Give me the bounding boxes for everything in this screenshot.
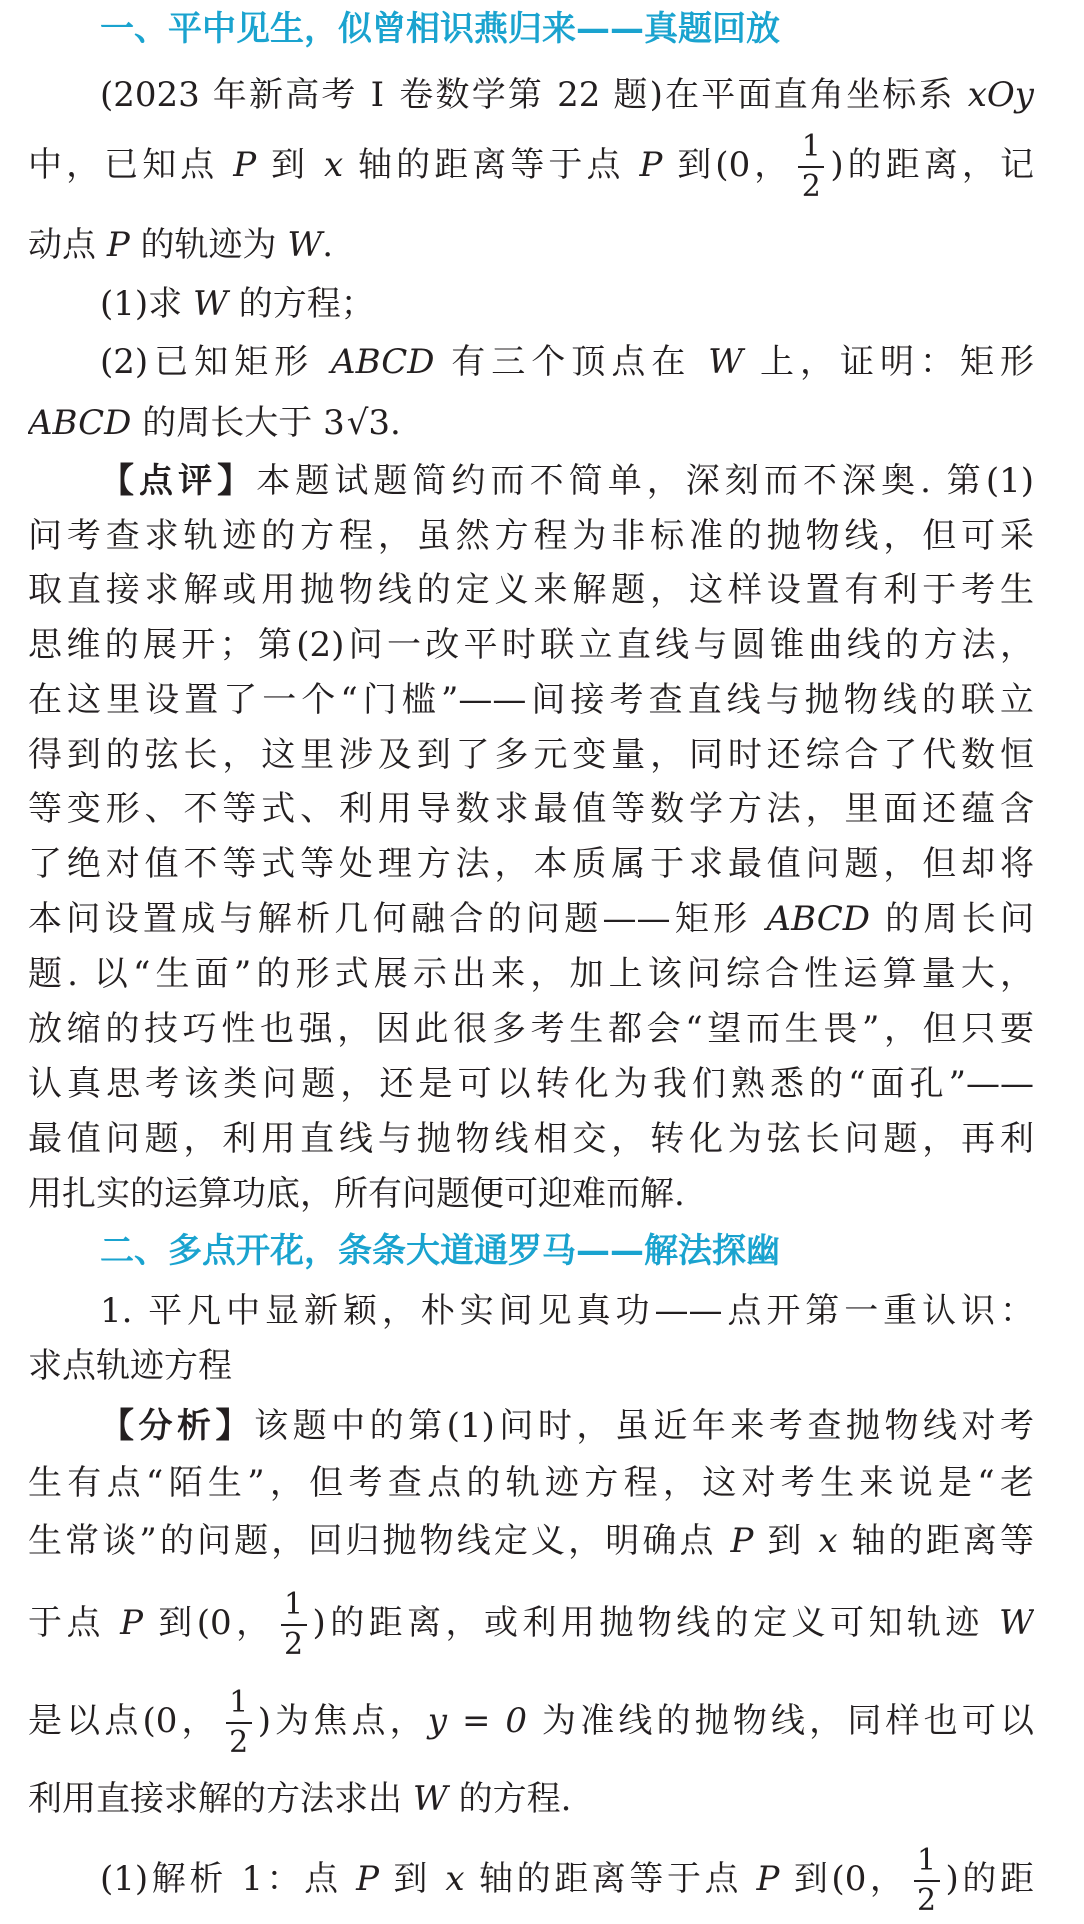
review-line-13: 最值问题，利用直线与抛物线相交，转化为弦长问题，再利 [28, 1120, 1034, 1159]
text: (1)解析 1：点 [100, 1859, 357, 1899]
text: (1)求 [100, 285, 193, 324]
fraction-bar [798, 166, 824, 168]
math-var: P [233, 145, 257, 185]
problem-line-3 [28, 226, 1034, 265]
review-line-9 [28, 900, 1034, 939]
math-var: P [730, 1522, 754, 1561]
text: 上，证明：矩形 [743, 343, 1034, 382]
text: 的轨迹为 [129, 226, 288, 265]
section-heading-1: 一、平中见生，似曾相识燕归来——真题回放 [100, 10, 780, 49]
text: 是以点(0， [28, 1701, 220, 1741]
math-var: P [756, 1859, 780, 1899]
review-line-5: 在这里设置了一个“门槛”——间接考查直线与抛物线的联立 [28, 681, 1034, 720]
math-var: ABCD [28, 404, 132, 443]
review-line-14: 用扎实的运算功底，所有问题便可迎难而解. [28, 1175, 685, 1214]
review-line-12: 认真思考该类问题，还是可以转化为我们熟悉的“面孔”—— [28, 1065, 1034, 1104]
text: 的方程； [227, 285, 375, 324]
math-var: xOy [967, 76, 1034, 115]
fraction-numerator: 1 [916, 1846, 937, 1878]
analysis-line-3 [28, 1522, 1034, 1561]
math-var: W [287, 226, 323, 265]
text: 的方程. [447, 1780, 572, 1819]
math-var: x [323, 145, 344, 185]
analysis-line-2: 生有点“陌生”，但考查点的轨迹方程，这对考生来说是“老 [28, 1464, 1034, 1503]
text: 轴的距离等于点 [343, 145, 640, 185]
fraction-one-half [281, 1590, 307, 1660]
question-1 [100, 285, 1034, 324]
fraction-one-half [798, 132, 824, 202]
review-line-7: 等变形、不等式、利用导数求最值等数学方法，里面还蕴含 [28, 790, 1034, 829]
fraction-denominator: 2 [283, 1627, 304, 1660]
math-var: P [639, 145, 663, 185]
text: 轴的距离等于点 [464, 1859, 757, 1899]
text: 生常谈”的问题，回归抛物线定义，明确点 [28, 1522, 731, 1561]
text: 于点 [28, 1603, 121, 1643]
subheading-1-line-2: 求点轨迹方程 [28, 1347, 232, 1386]
text: 该题中的第(1)问时，虽近年来考查抛物线对考 [254, 1407, 1034, 1446]
analysis-line-1 [100, 1407, 1034, 1446]
review-tag: 【点评】 [100, 462, 257, 501]
section-heading-2: 二、多点开花，条条大道通罗马——解法探幽 [100, 1232, 780, 1271]
question-2-line-2 [28, 404, 1034, 443]
fraction-numerator: 1 [283, 1590, 304, 1622]
text: 到 [379, 1859, 446, 1899]
math-equation: y = 0 [427, 1701, 528, 1741]
text: 到(0， [143, 1603, 275, 1643]
math-var: x [445, 1859, 465, 1899]
fraction-denominator: 2 [229, 1725, 249, 1758]
fraction-numerator: 1 [229, 1688, 249, 1720]
text: )的距离，或利用抛物线的定义可知轨迹 [312, 1603, 1000, 1643]
text: 为准线的抛物线，同样也可以 [527, 1701, 1034, 1741]
fraction-bar [226, 1722, 252, 1724]
text: 中，已知点 [28, 145, 234, 185]
text: 的周长问 [869, 900, 1034, 939]
fraction-one-half [226, 1688, 252, 1758]
math-var: P [120, 1603, 144, 1643]
problem-line-1 [100, 76, 1034, 115]
text: 利用直接求解的方法求出 [28, 1780, 413, 1819]
text: 本题试题简约而不简单，深刻而不深奥. 第(1) [256, 462, 1034, 501]
math-var: P [106, 226, 130, 265]
text: 的周长大于 3 [131, 404, 345, 443]
math-var: W [192, 285, 228, 324]
math-var: ABCD [331, 343, 435, 382]
text: 轴的距离等 [837, 1522, 1034, 1561]
text: )的距 [945, 1859, 1034, 1899]
review-line-2: 问考查求轨迹的方程，虽然方程为非标准的抛物线，但可采 [28, 517, 1034, 556]
text: 有三个顶点在 [434, 343, 709, 382]
text: (2)已知矩形 [100, 343, 332, 382]
text: 本问设置成与解析几何融合的问题——矩形 [28, 900, 767, 939]
review-line-6: 得到的弦长，这里涉及到了多元变量，同时还综合了代数恒 [28, 736, 1034, 775]
fraction-one-half [914, 1846, 940, 1916]
text: 动点 [28, 226, 107, 265]
fraction-numerator: 1 [801, 132, 821, 164]
fraction-denominator: 2 [916, 1883, 937, 1916]
solution-line-1 [100, 1846, 1034, 1916]
text: . [390, 404, 401, 443]
review-line-1 [100, 462, 1034, 501]
fraction-bar [281, 1624, 307, 1626]
text: . [322, 226, 334, 265]
text: )为焦点， [257, 1701, 428, 1741]
math-var: W [412, 1780, 448, 1819]
text: )的距离，记 [830, 145, 1034, 185]
text: 到 [256, 145, 324, 185]
analysis-tag: 【分析】 [100, 1407, 255, 1446]
text: 到(0， [779, 1859, 908, 1899]
review-line-8: 了绝对值不等式等处理方法，本质属于求最值问题，但却将 [28, 845, 1034, 884]
review-line-11: 放缩的技巧性也强，因此很多考生都会“望而生畏”，但只要 [28, 1010, 1034, 1049]
analysis-line-6 [28, 1780, 1034, 1819]
math-var: x [818, 1522, 838, 1561]
fraction-bar [914, 1880, 940, 1882]
text: (2023 年新高考 Ⅰ 卷数学第 22 题)在平面直角坐标系 [100, 76, 968, 115]
review-line-10: 题. 以“生面”的形式展示出来，加上该问综合性运算量大， [28, 955, 1034, 994]
analysis-line-5 [28, 1688, 1034, 1758]
question-2-line-1 [100, 343, 1034, 382]
analysis-line-4 [28, 1590, 1034, 1660]
math-var: P [356, 1859, 380, 1899]
text: 到 [753, 1522, 819, 1561]
review-line-3: 取直接求解或用抛物线的定义来解题，这样设置有利于考生 [28, 571, 1034, 610]
subheading-1-line-1: 1. 平凡中显新颖，朴实间见真功——点开第一重认识： [100, 1292, 1034, 1331]
math-var: W [708, 343, 744, 382]
problem-line-2 [28, 132, 1034, 202]
review-line-4: 思维的展开；第(2)问一改平时联立直线与圆锥曲线的方法， [28, 626, 1034, 665]
math-var: ABCD [766, 900, 870, 939]
text: 到(0， [662, 145, 793, 185]
sqrt-three: √3 [345, 404, 390, 443]
fraction-denominator: 2 [801, 169, 821, 202]
math-var: W [999, 1603, 1034, 1643]
